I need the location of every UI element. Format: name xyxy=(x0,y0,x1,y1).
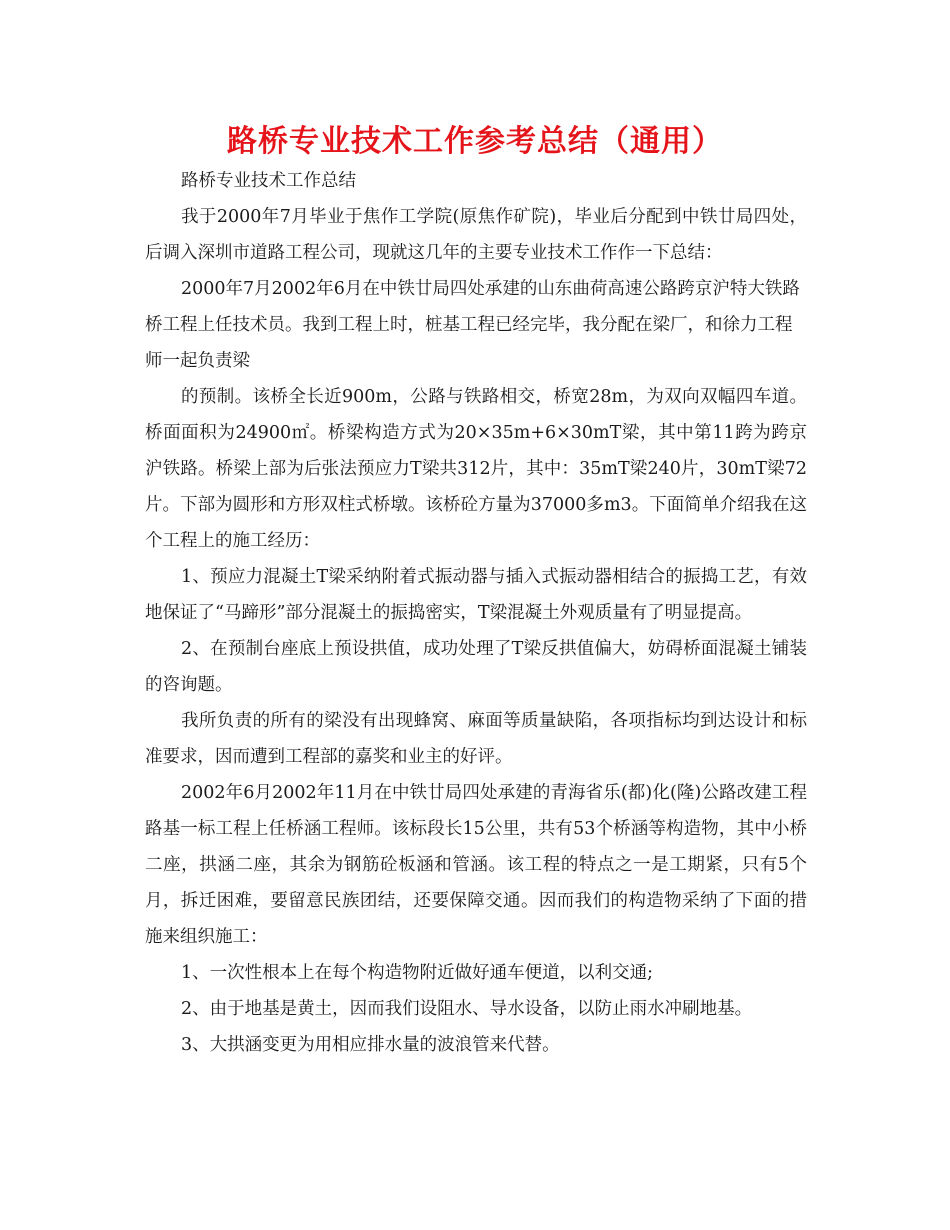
body-paragraph: 我所负责的所有的梁没有出现蜂窝、麻面等质量缺陷，各项指标均到达设计和标准要求，因而遭到工程部的嘉奖和业主的好评。 xyxy=(145,711,807,767)
subtitle-paragraph: 路桥专业技术工作总结 xyxy=(181,171,356,191)
body-paragraph: 2、在预制台座底上预设拱值，成功处理了T梁反拱值偏大，妨碍桥面混凝土铺装的咨询题。 xyxy=(145,639,807,695)
document-title: 路桥专业技术工作参考总结（通用） xyxy=(227,124,723,159)
document-body xyxy=(145,163,807,1063)
list-item: 2、由于地基是黄土，因而我们设阻水、导水设备，以防止雨水冲刷地基。 xyxy=(181,999,753,1019)
body-paragraph: 我于2000年7月毕业于焦作工学院(原焦作矿院)，毕业后分配到中铁廿局四处，后调入深圳市道路工程公司，现就这几年的主要专业技术工作作一下总结： xyxy=(145,207,807,263)
body-paragraph: 2002年6月2002年11月在中铁廿局四处承建的青海省乐(都)化(隆)公路改建工程路基一标工程上任桥涵工程师。该标段长15公里，共有53个桥涵等构造物，其中小桥二座，拱涵二座，其余为钢筋砼板涵和管涵。该工程的特点之一是工期紧，只有5个月，拆迁困难，要留意民族团结，还要保障交通。因而我们的构造物采纳了下面的措施来组织施工： xyxy=(145,783,807,947)
list-item: 3、大拱涵变更为用相应排水量的波浪管来代替。 xyxy=(181,1035,560,1055)
list-item: 1、一次性根本上在每个构造物附近做好通车便道，以利交通; xyxy=(181,963,654,983)
body-paragraph: 1、预应力混凝土T梁采纳附着式振动器与插入式振动器相结合的振捣工艺，有效地保证了“马蹄形”部分混凝土的振捣密实，T梁混凝土外观质量有了明显提高。 xyxy=(145,567,807,623)
body-paragraph: 的预制。该桥全长近900m，公路与铁路相交，桥宽28m，为双向双幅四车道。桥面面积为24900㎡。桥梁构造方式为20×35m+6×30mT梁，其中第11跨为跨京沪铁路。桥梁上部为后张法预应力T梁共312片，其中：35mT梁240片，30mT梁72片。下部为圆形和方形双柱式桥墩。该桥砼方量为37000多m3。下面简单介绍我在这个工程上的施工经历： xyxy=(145,387,807,551)
body-paragraph: 2000年7月2002年6月在中铁廿局四处承建的山东曲荷高速公路跨京沪特大铁路桥工程上任技术员。我到工程上时，桩基工程已经完毕，我分配在梁厂，和徐力工程师一起负责梁 xyxy=(145,279,800,371)
